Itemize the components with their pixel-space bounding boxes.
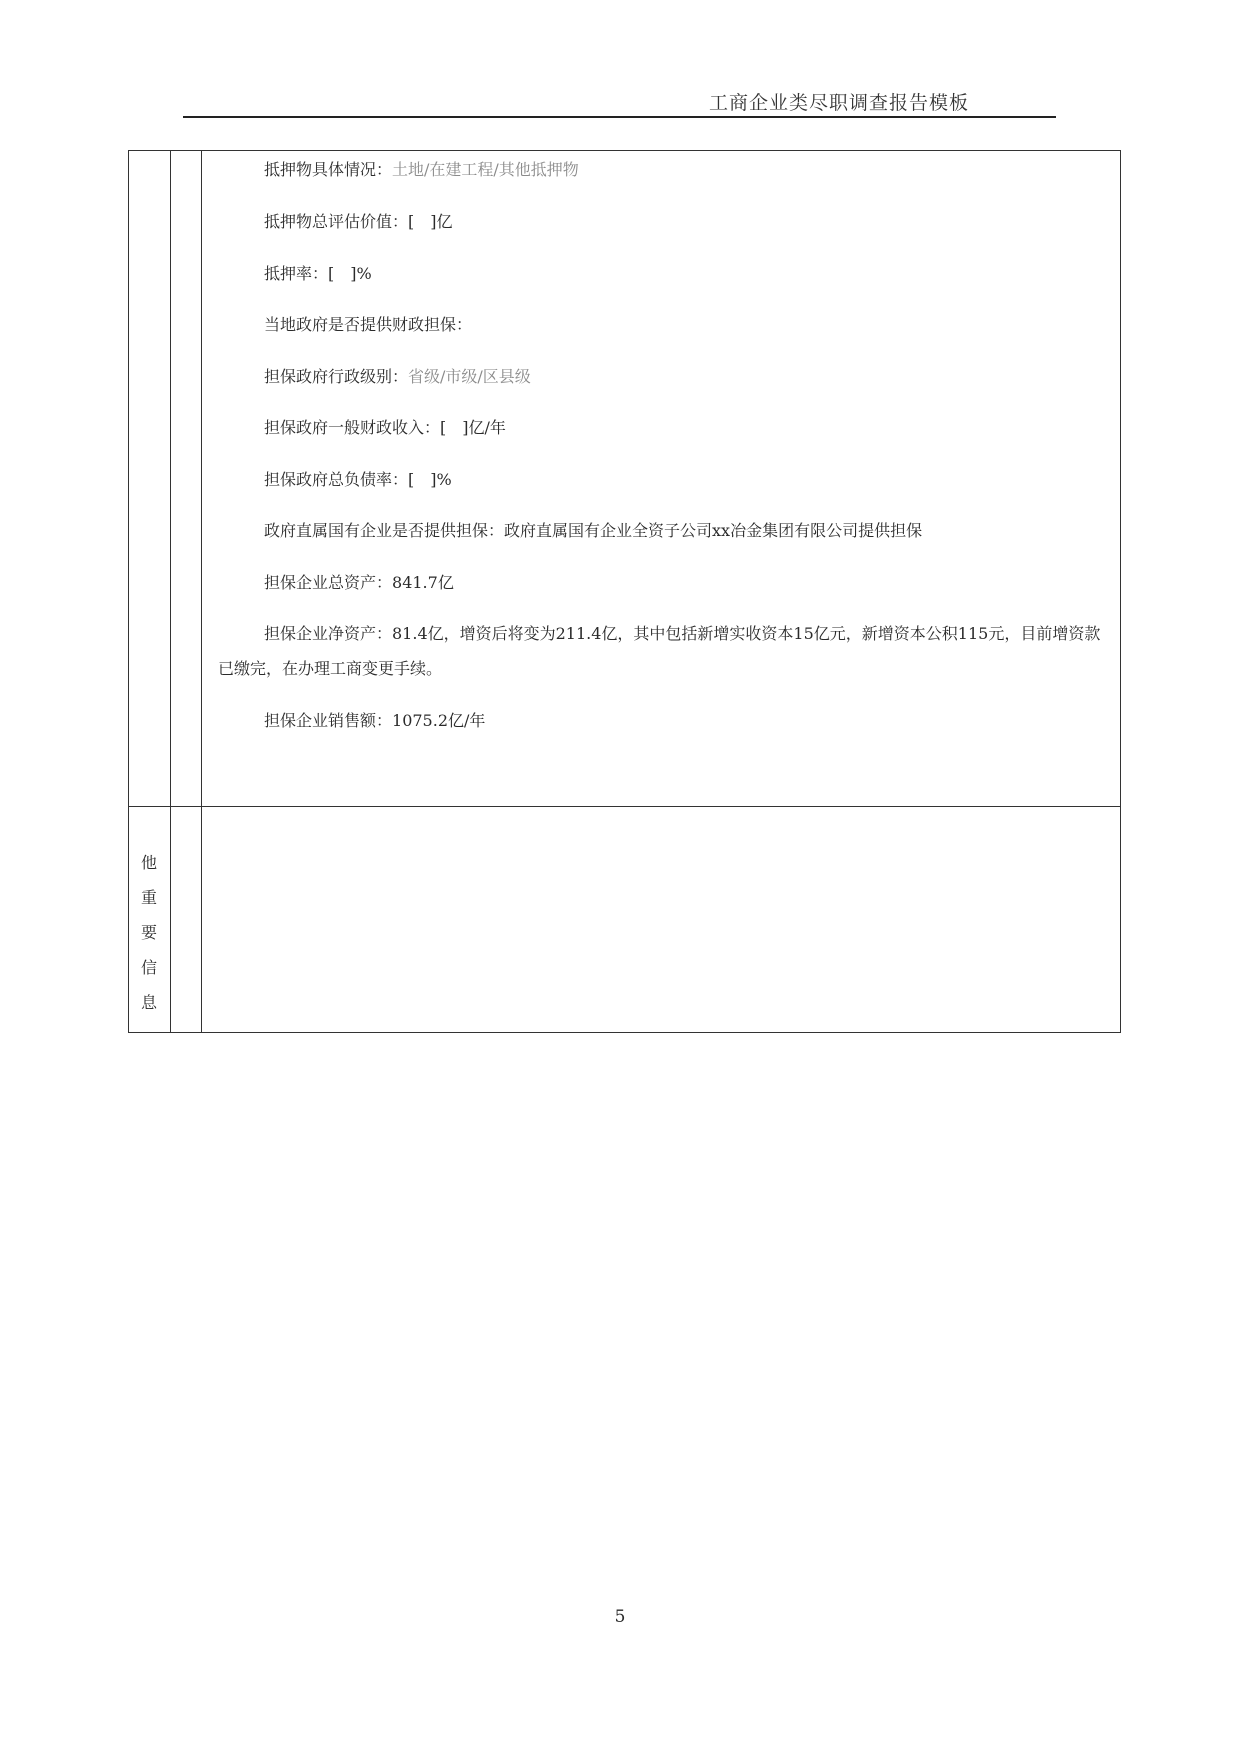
- column-divider-1: [170, 150, 171, 1033]
- table-row: [264, 212, 453, 232]
- table-row: [264, 418, 506, 438]
- header-divider: [183, 116, 1056, 118]
- label-char: 信: [140, 958, 157, 977]
- field-value: 841.7亿: [392, 573, 454, 592]
- table-row: [264, 470, 452, 490]
- field-label: 抵押物具体情况：: [264, 160, 393, 179]
- field-label: 担保政府一般财政收入：: [264, 418, 441, 437]
- label-char: 他: [140, 853, 157, 872]
- field-value: 1075.2亿/年: [392, 711, 486, 730]
- label-char: 重: [140, 888, 157, 907]
- report-title: 工商企业类尽职调查报告模板: [709, 92, 970, 114]
- field-value: [ ]亿: [408, 212, 453, 231]
- field-label: 抵押率：: [264, 264, 329, 283]
- column-divider-2: [201, 150, 202, 1033]
- field-value: [ ]%: [328, 264, 372, 283]
- table-row: [264, 315, 472, 335]
- table-row: [264, 264, 372, 284]
- row-divider: [128, 806, 1121, 807]
- table-row: [264, 160, 579, 180]
- field-label: 担保企业总资产：: [264, 573, 393, 592]
- net-assets-paragraph: [218, 616, 1108, 686]
- other-info-label: [128, 806, 170, 1033]
- table-row: [264, 521, 922, 541]
- field-label: 当地政府是否提供财政担保：: [264, 315, 473, 334]
- table-row: [264, 367, 531, 387]
- field-value: 省级/市级/区县级: [408, 367, 531, 386]
- label-char: 息: [140, 993, 157, 1012]
- field-label: 担保政府行政级别：: [264, 367, 409, 386]
- field-value: [ ]%: [408, 470, 452, 489]
- field-label: 政府直属国有企业是否提供担保：: [264, 521, 505, 540]
- field-value: 政府直属国有企业全资子公司xx冶金集团有限公司提供担保: [504, 521, 923, 540]
- table-row: [264, 573, 454, 593]
- field-label: 担保企业销售额：: [264, 711, 393, 730]
- page-number: 5: [614, 1607, 626, 1627]
- table-row: [264, 711, 485, 731]
- field-label: 抵押物总评估价值：: [264, 212, 409, 231]
- field-value: 土地/在建工程/其他抵押物: [392, 160, 579, 179]
- label-char: 要: [140, 923, 157, 942]
- paragraph-text: 担保企业净资产：81.4亿，增资后将变为211.4亿，其中包括新增实收资本15亿元，新增资本公积115元，目前增资款已缴完，在办理工商变更手续。: [218, 624, 1101, 678]
- field-label: 担保政府总负债率：: [264, 470, 409, 489]
- field-value: [ ]亿/年: [440, 418, 506, 437]
